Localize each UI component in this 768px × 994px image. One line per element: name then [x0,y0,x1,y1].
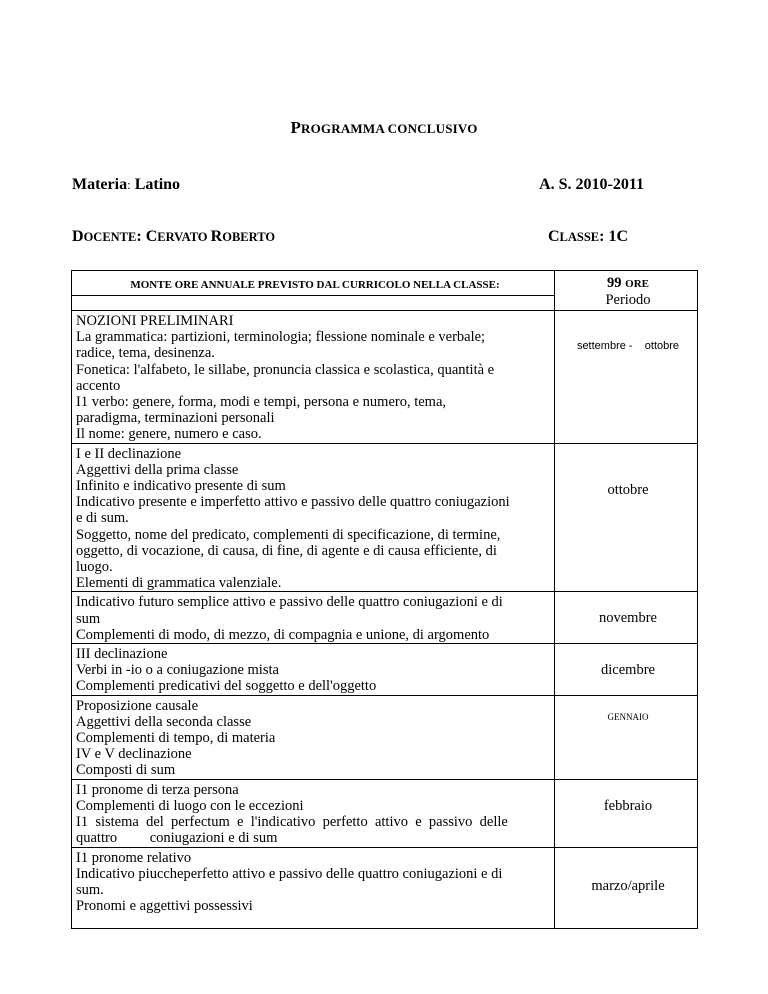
docente-name-initial: : C [136,228,158,245]
period-cell [555,847,698,928]
content-cell [72,847,555,928]
table-row [72,695,698,779]
content-line: Complementi di modo, di mezzo, di compagnia e unione, di argomento [76,626,490,643]
content-line: sum. [76,881,104,898]
table-header-row [72,271,698,296]
period-label: novembre [599,610,657,627]
content-line: I1 verbo: genere, forma, modi e tempi, persona e numero, tema, [76,394,447,411]
docente-field [72,228,275,246]
period-cell [555,311,698,444]
materia-field [72,176,180,194]
content-line: Aggettivi della prima classe [76,461,239,478]
content-line: Complementi di tempo, di materia [76,730,276,747]
period-label: GENNAIO [607,711,649,722]
content-line: paradigma, terminazioni personali [76,410,275,427]
content-line: I1 pronome di terza persona [76,781,239,798]
content-cell [72,779,555,847]
content-line: sum [76,610,101,627]
period-cell [555,695,698,779]
ore-cell [555,271,698,311]
content-line: Pronomi e aggettivi possessivi [76,898,253,915]
programma-table [71,270,698,929]
classe-label-rest: LASSE [559,230,600,244]
content-line: luogo. [76,559,113,576]
content-line: I1 sistema del perfectum e l'indicativo perfetto attivo e passivo delle [76,814,508,831]
content-line: Complementi di luogo con le eccezioni [76,797,304,814]
table-row [72,779,698,847]
materia-value: Latino [130,176,181,193]
materia-sep: : [127,177,131,192]
content-line: Aggettivi della seconda classe [76,713,252,730]
content-line: III declinazione [76,646,168,663]
ore-unit: ORE [625,278,649,290]
title-rest: ROGRAMMA CONCLUSIVO [301,121,478,136]
content-line: oggetto, di vocazione, di causa, di fine, di agente e di causa efficiente, di [76,542,497,559]
content-line: Composti di sum [76,762,176,779]
period-label: febbraio [603,797,653,814]
content-line: e di sum. [76,510,129,527]
content-line: Indicativo presente e imperfetto attivo e passivo delle quattro coniugazioni [76,494,510,511]
period-cell [555,592,698,644]
table-row [72,443,698,592]
content-line: Verbi in -io o a coniugazione mista [76,662,279,679]
periodo-header: Periodo [605,292,651,309]
period-label: settembre - ottobre [576,340,680,352]
classe-label-initial: C [547,228,560,245]
content-line: Infinito e indicativo presente di sum [76,478,286,495]
content-cell [72,644,555,696]
content-cell [72,311,555,444]
period-label: ottobre [607,481,649,498]
content-line: La grammatica: partizioni, terminologia; flessione nominale e verbale; [76,329,486,346]
table-row [72,592,698,644]
table-row [72,311,698,444]
period-cell [555,644,698,696]
content-line: Soggetto, nome del predicato, complementi di specificazione, di termine, [76,526,501,543]
monte-ore-header: MONTE ORE ANNUALE PREVISTO DAL CURRICOLO NELLA CLASSE: [72,271,555,296]
page-title [0,118,768,138]
content-line: Indicativo piuccheperfetto attivo e passivo delle quattro coniugazioni e di [76,865,503,882]
content-line: Complementi predicativi del soggetto e dell'oggetto [76,678,377,695]
materia-label: Materia [72,176,128,193]
period-cell [555,443,698,592]
content-line: accento [76,377,121,394]
content-line: radice, tema, desinenza. [76,345,215,362]
spacer-cell [72,296,555,311]
content-line: Indicativo futuro semplice attivo e passivo delle quattro coniugazioni e di [76,594,503,611]
period-label: marzo/aprile [591,877,665,894]
content-line: IV e V declinazione [76,746,192,763]
content-line: Proposizione causale [76,697,199,714]
content-line: quattro coniugazioni e di sum [76,830,278,847]
docente-label-rest: OCENTE [83,230,137,244]
period-label: dicembre [601,662,655,679]
content-line: NOZIONI PRELIMINARI [76,313,234,329]
content-cell [72,443,555,592]
classe-field [548,228,628,246]
content-line: I e II declinazione [76,445,182,462]
docente-surname-rest: ERVATO [157,230,211,244]
docente-firstname-rest: OBERTO [222,230,276,244]
content-line: Fonetica: l'alfabeto, le sillabe, pronuncia classica e scolastica, quantità e [76,361,495,378]
anno-scolastico: A. S. 2010-2011 [539,176,644,193]
content-line: I1 pronome relativo [76,849,192,866]
docente-label-initial: D [72,228,84,245]
content-cell [72,592,555,644]
table-row [72,644,698,696]
docente-firstname-initial: R [210,228,223,245]
classe-value: : 1C [599,228,628,245]
content-line: Elementi di grammatica valenziale. [76,575,282,592]
content-line: Il nome: genere, numero e caso. [76,426,262,443]
ore-value: 99 [607,275,622,291]
table-row [72,847,698,928]
period-cell [555,779,698,847]
content-cell [72,695,555,779]
title-initial: P [290,118,302,137]
